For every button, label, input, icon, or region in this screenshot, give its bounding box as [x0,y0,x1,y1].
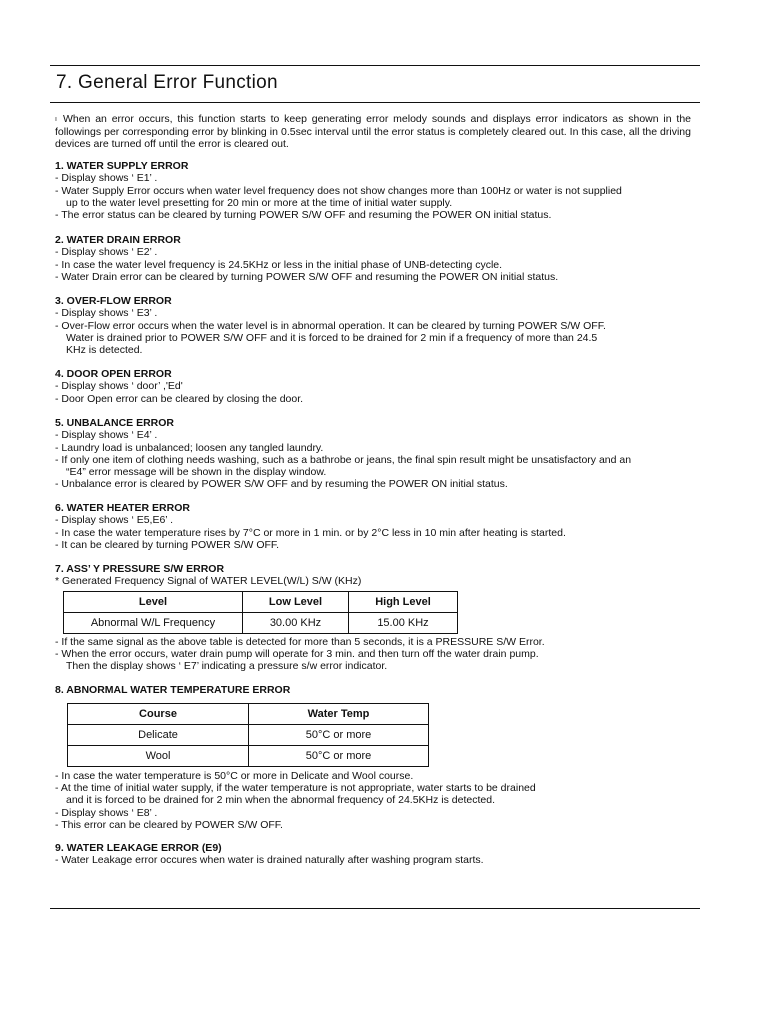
table-cell: Delicate [68,725,249,746]
section-water-drain-error [55,234,705,283]
section-line: - When the error occurs, water drain pump will operate for 3 min. and then turn off the water drain pump. [55,648,539,661]
section-line: - Display shows ‘ E8’ . [55,806,158,819]
water-temp-table [67,703,429,767]
section-title: 3. OVER-FLOW ERROR [55,295,172,307]
section-line: - Door Open error can be cleared by closing the door. [55,392,304,405]
table-cell: 30.00 KHz [243,613,349,634]
section-line: Water is drained prior to POWER S/W OFF and it is forced to be drained for 2 min if a frequency of more than 24.5 [66,331,598,344]
title-bottom-rule [50,102,700,103]
section-line: and it is forced to be drained for 2 min when the abnormal frequency of 24.5KHz is detected. [66,794,495,807]
section-line: - Display shows ‘ E3’ . [55,307,158,320]
section-unbalance-error [55,417,705,490]
section-line: - Display shows ‘ E4’ . [55,429,158,442]
bullet-marker: ı [55,116,57,123]
table-cell: Abnormal W/L Frequency [64,613,243,634]
table-cell: 50°C or more [249,746,429,767]
section-line: - The error status can be cleared by turning POWER S/W OFF and resuming the POWER ON initial status. [55,209,552,222]
section-line: * Generated Frequency Signal of WATER LEVEL(W/L) S/W (KHz) [55,575,362,588]
section-line: KHz is detected. [66,344,143,357]
table-header-cell: High Level [349,592,458,613]
section-line: “E4” error message will be shown in the display window. [66,466,327,479]
table-header-cell: Level [64,592,243,613]
section-line: - Over-Flow error occurs when the water level is in abnormal operation. It can be cleared by turning POWER S/W OFF. [55,319,606,332]
section-line: - Display shows ‘ E1’ . [55,172,158,185]
table-header-row [64,592,458,613]
section-title: 7. ASS’ Y PRESSURE S/W ERROR [55,563,225,575]
table-header-row [68,704,429,725]
section-line: - If only one item of clothing needs washing, such as a bathrobe or jeans, the final spin result might be unsatisfactory and an [55,453,632,466]
section-line: - If the same signal as the above table is detected for more than 5 seconds, it is a PRESSURE S/W Error. [55,636,545,648]
section-pressure-sw-notes [55,636,705,673]
section-title: 8. ABNORMAL WATER TEMPERATURE ERROR [55,684,291,696]
section-water-leakage-error [55,842,705,867]
section-abnormal-water-temp-notes [55,770,705,831]
section-water-heater-error [55,502,705,551]
section-line: - At the time of initial water supply, if the water temperature is not appropriate, water starts to be drained [55,782,536,795]
section-line: - Water Supply Error occurs when water level frequency does not show changes more than 100Hz or water is not supplied [55,184,622,197]
section-title: 9. WATER LEAKAGE ERROR (E9) [55,842,222,854]
section-line: - Water Drain error can be cleared by turning POWER S/W OFF and resuming the POWER ON initial status. [55,270,559,283]
table-cell: 15.00 KHz [349,613,458,634]
section-line: - It can be cleared by turning POWER S/W OFF. [55,538,280,551]
section-line: - Water Leakage error occures when water is drained naturally after washing program starts. [55,854,484,867]
section-line: Then the display shows ‘ E7’ indicating a pressure s/w error indicator. [66,660,388,673]
section-line: - Display shows ‘ door’ ,'Ed' [55,380,183,393]
table-row [68,746,429,767]
section-line: - Laundry load is unbalanced; loosen any tangled laundry. [55,441,324,454]
frequency-table [63,591,458,634]
section-title: 1. WATER SUPPLY ERROR [55,160,189,172]
intro-paragraph [55,113,691,151]
intro-text: When an error occurs, this function starts to keep generating error melody sounds and displays error indicators as shown in the followings per corresponding error by blinking in 0.5sec interval until the error status is completely cleared out. In this case, all the driving devices are turned off until the error is cleared out. [55,113,691,151]
section-over-flow-error [55,295,705,356]
section-line: - Unbalance error is cleared by POWER S/W OFF and by resuming the POWER ON initial status. [55,478,508,491]
table-header-cell: Course [68,704,249,725]
table-cell: 50°C or more [249,725,429,746]
section-door-open-error [55,368,705,405]
table-row [64,613,458,634]
table-header-cell: Low Level [243,592,349,613]
title-top-rule [50,65,700,66]
section-title: 5. UNBALANCE ERROR [55,417,175,429]
bottom-rule [50,908,700,909]
section-title: 6. WATER HEATER ERROR [55,502,190,514]
section-title: 2. WATER DRAIN ERROR [55,234,181,246]
section-abnormal-water-temp-error [55,684,705,696]
section-line: - In case the water temperature rises by 7°C or more in 1 min. or by 2°C less in 10 min after heating is started. [55,526,566,539]
section-line: - In case the water level frequency is 24.5KHz or less in the initial phase of UNB-detecting cycle. [55,258,503,271]
section-line: - This error can be cleared by POWER S/W OFF. [55,818,283,831]
section-line: - Display shows ‘ E2’ . [55,246,158,259]
table-row [68,725,429,746]
page-title: 7. General Error Function [56,72,278,93]
section-line: - Display shows ‘ E5,E6’ . [55,514,174,527]
section-pressure-sw-error [55,563,705,588]
table-cell: Wool [68,746,249,767]
section-water-supply-error [55,160,705,221]
section-line: - In case the water temperature is 50°C or more in Delicate and Wool course. [55,770,414,782]
section-title: 4. DOOR OPEN ERROR [55,368,172,380]
table-header-cell: Water Temp [249,704,429,725]
section-line: up to the water level presetting for 20 min or more at the time of initial water supply. [66,196,453,209]
